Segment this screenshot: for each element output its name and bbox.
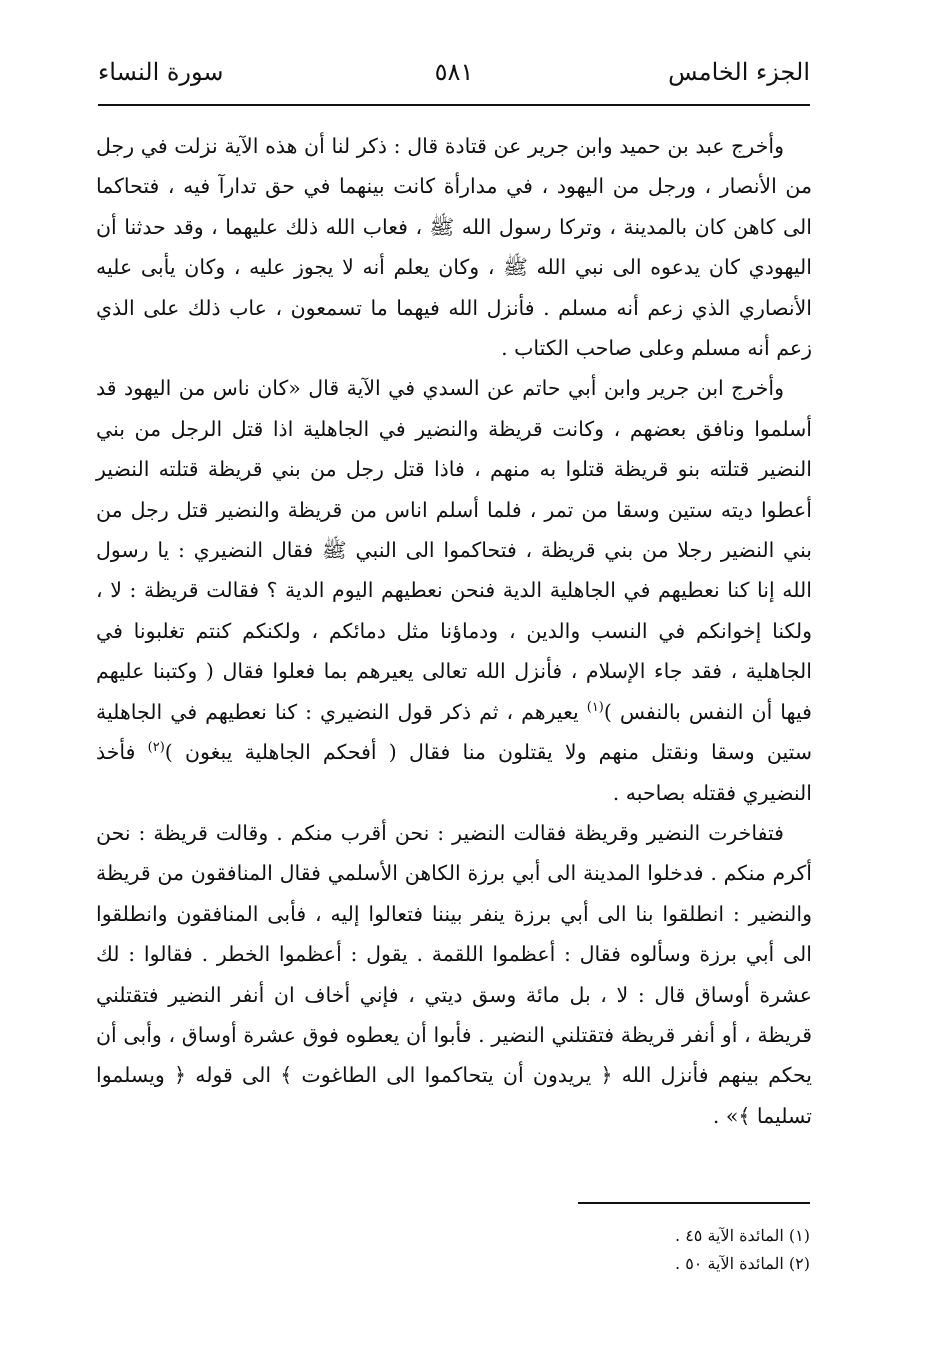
page-header	[98, 58, 810, 98]
header-rule	[98, 104, 810, 106]
paragraph-2	[96, 368, 812, 812]
surah-title: سورة النساء	[98, 58, 224, 86]
part-title: الجزء الخامس	[668, 58, 810, 86]
paragraph-2-part-3: فأخذ النضيري فقتله بصاحبه .	[96, 740, 812, 805]
footnotes	[560, 1222, 810, 1278]
page-number: ٥٨١	[434, 58, 474, 86]
paragraph-1: وأخرج عبد بن حميد وابن جرير عن قتادة قال : ذكر لنا أن هذه الآية نزلت في رجل من الأنصار ، ورجل من اليهود ، في مدارأة كانت بينهما في حق تدارآ فيه ، فتحاكما الى كاهن كان بالمدينة ، وتركا رسول الله ﷺ ، فعاب الله ذلك عليهما ، وقد حدثنا أن اليهودي كان يدعوه الى نبي الله ﷺ ، وكان يعلم أنه لا يجوز عليه ، وكان يأبى عليه الأنصاري الذي زعم أنه مسلم . فأنزل الله فيهما ما تسمعون ، عاب ذلك على الذي زعم أنه مسلم وعلى صاحب الكتاب .	[96, 134, 812, 361]
paragraph-3: فتفاخرت النضير وقريظة فقالت النضير : نحن أقرب منكم . وقالت قريظة : نحن أكرم منكم . فدخلوا المدينة الى أبي برزة الكاهن الأسلمي فقال المنافقون من قريظة والنضير : انطلقوا بنا الى أبي برزة ينفر بيننا فتعالوا إليه ، فأبى المنافقون وانطلقوا الى أبي برزة وسألوه فقال : أعظموا اللقمة . يقول : أعظموا الخطر . فقالوا : لك عشرة أوساق قال : لا ، بل مائة وسق ديتي ، فإني أخاف ان أنفر النضير فتقتلني قريظة ، أو أنفر قريظة فتقتلني النضير . فأبوا أن يعطوه فوق عشرة أوساق ، وأبى أن يحكم بينهم فأنزل الله ﴿ يريدون أن يتحاكموا الى الطاغوت ﴾ الى قوله ﴿ ويسلموا تسليما ﴾» .	[96, 820, 812, 1128]
footnote-ref-2: (٢)	[147, 740, 165, 756]
main-text	[96, 126, 812, 1136]
footnote-1: (١) المائدة الآية ٤٥ .	[675, 1226, 810, 1245]
paragraph-2-part-2: يعيرهم ، ثم ذكر قول النضيري : كنا نعطيهم في الجاهلية ستين وسقا ونقتل منهم ولا يقتلون منا فقال ( أفحكم الجاهلية يبغون )	[96, 699, 812, 765]
footnote-rule	[578, 1202, 810, 1204]
footnote-ref-1: (١)	[586, 699, 604, 715]
footnote-2: (٢) المائدة الآية ٥٠ .	[675, 1254, 810, 1273]
paragraph-2-part-1: وأخرج ابن جرير وابن أبي حاتم عن السدي في الآية قال «كان ناس من اليهود قد أسلموا ونافق بعضهم ، وكانت قريظة والنضير في الجاهلية اذا قتل الرجل من بني النضير قتلته بنو قريظة قتلوا به منهم ، فاذا قتل رجل من بني قريظة قتلته النضير أعطوا ديته ستين وسقا من تمر ، فلما أسلم اناس من قريظة والنضير قتل رجل من بني النضير رجلا من بني قريظة ، فتحاكموا الى النبي ﷺ فقال النضيري : يا رسول الله إنا كنا نعطيهم في الجاهلية الدية فنحن نعطيهم اليوم الدية ؟ فقالت قريظة : لا ، ولكنا إخوانكم في النسب والدين ، ودماؤنا مثل دمائكم ، ولكنكم كنتم تغلبونا في الجاهلية ، فقد جاء الإسلام ، فأنزل الله تعالى يعيرهم بما فعلوا فقال ( وكتبنا عليهم فيها أن النفس بالنفس )	[96, 376, 812, 724]
